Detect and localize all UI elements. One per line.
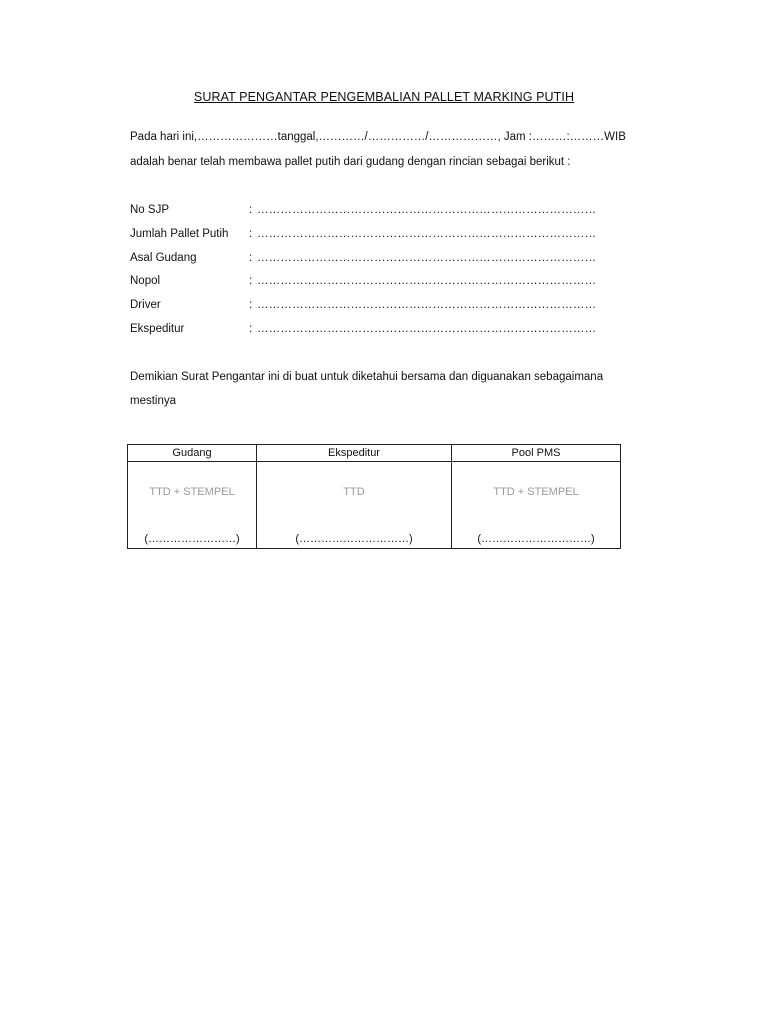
closing-line-end: mestinya [130,395,177,407]
field-colon: : [249,204,253,216]
field-label: Ekspeditur [130,322,185,335]
name-line: (……………………) [144,533,240,545]
field-blank: …………………………………………………………………………… [257,204,597,216]
field-colon: : [249,299,253,312]
field-colon: : [249,275,253,288]
sign-note: TTD [343,486,365,498]
signature-cell-ekspeditur [257,462,452,549]
field-blank: …………………………………………………………………………… [257,322,597,335]
field-colon: : [249,322,253,335]
signature-body-row [128,462,621,549]
name-line: (…………………………) [295,533,413,545]
signature-table [127,444,621,549]
signature-cell-pool-pms [452,462,621,549]
document-title: SURAT PENGANTAR PENGEMBALIAN PALLET MARKING PUTIH [193,90,575,104]
name-line: (…………………………) [477,533,595,545]
field-blank: …………………………………………………………………………… [257,251,597,264]
field-colon: : [249,227,253,240]
field-label: Driver [130,299,161,312]
field-blank: …………………………………………………………………………… [257,275,597,288]
sign-note: TTD + STEMPEL [149,486,235,498]
field-label: Asal Gudang [130,251,197,264]
field-blank: …………………………………………………………………………… [257,299,597,312]
field-label: No SJP [130,204,169,216]
signature-header-row [128,445,621,462]
field-label: Nopol [130,275,161,288]
intro-line-date: Pada hari ini,…………………tanggal,…………/……………/………………, Jam :………:………WIB [130,131,626,143]
header-ekspeditur: Ekspeditur [257,445,452,462]
closing-line: Demikian Surat Pengantar ini di buat untuk diketahui bersama dan diguanakan sebagaimana [130,371,604,383]
field-blank: …………………………………………………………………………… [257,227,597,240]
intro-line-statement: adalah benar telah membawa pallet putih dari gudang dengan rincian sebagai berikut : [130,156,571,168]
field-colon: : [249,251,253,264]
signature-cell-gudang [128,462,257,549]
header-gudang: Gudang [128,445,257,462]
header-pool-pms: Pool PMS [452,445,621,462]
sign-note: TTD + STEMPEL [493,486,579,498]
field-label: Jumlah Pallet Putih [130,227,229,240]
